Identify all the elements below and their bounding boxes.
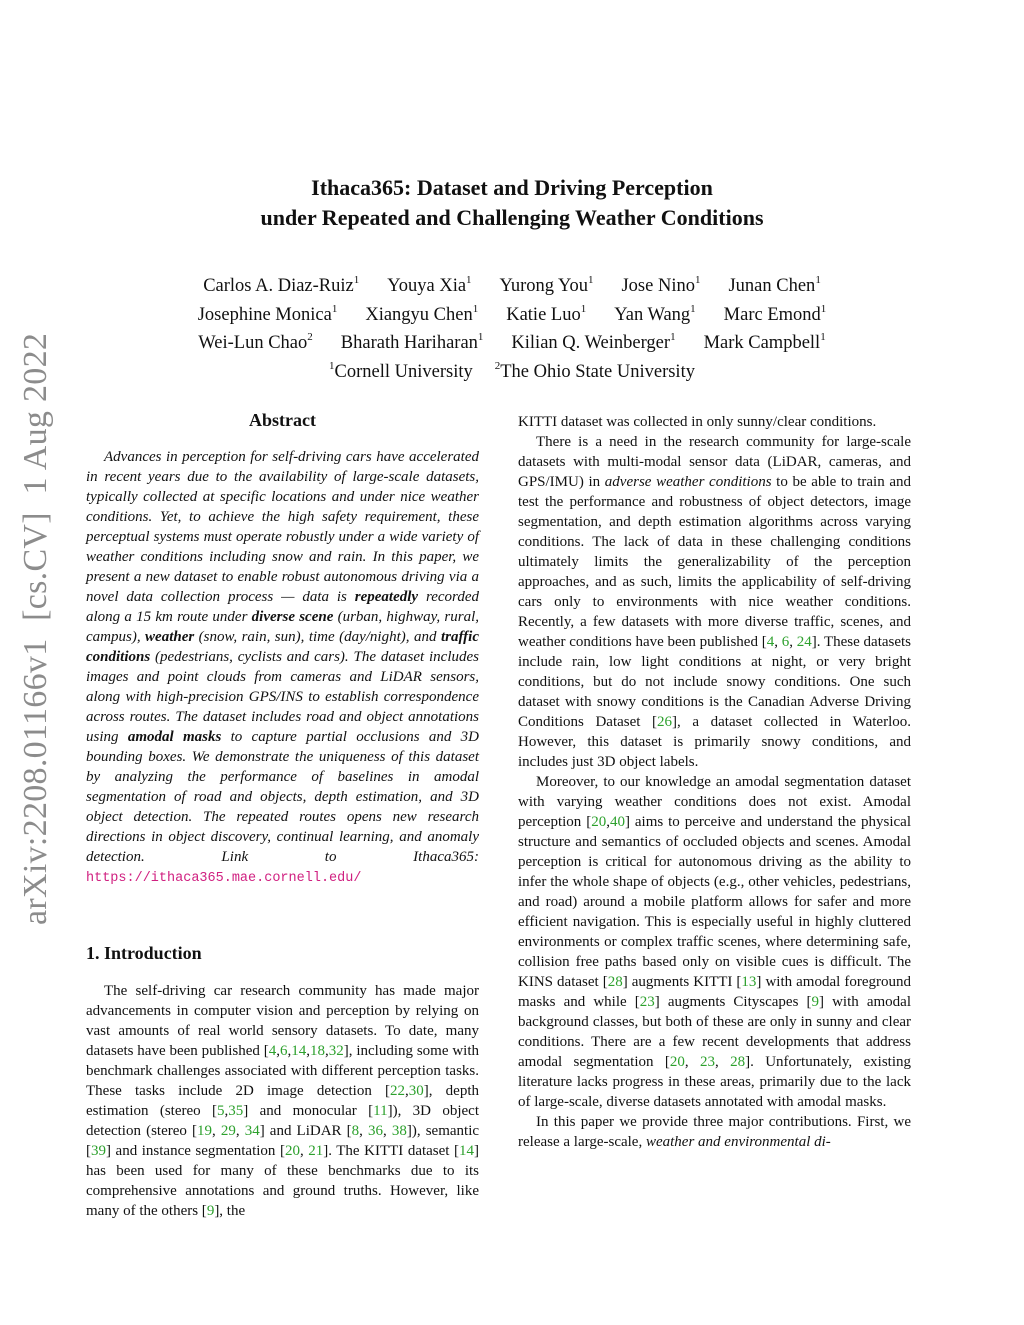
- text-run: ] aims to perceive and understand the physical structure and semantics of occluded objects and scenes. Amodal perception is critical for autonomous driving as the ability to infer the whole shape of objects (e.g., other vehicles, pedestrians, and road) around a mobile platform allows for safer and more efficient navigation. This is especially useful in highly cluttered environments or complex traffic scenes, where determining safe, collision free paths based only on visible cues is difficult. The KINS dataset [: [518, 814, 911, 990]
- text-run: ] augments Cityscapes [: [654, 994, 812, 1010]
- citation-link[interactable]: 29: [220, 1123, 236, 1139]
- citation-link[interactable]: 9: [206, 1203, 215, 1219]
- affiliation: $^2$The Ohio State University: [494, 359, 695, 383]
- text-run: ] and monocular [: [243, 1103, 374, 1119]
- text-run: ], the: [214, 1203, 246, 1219]
- text-run: ,: [789, 634, 797, 650]
- citation-link[interactable]: 32: [328, 1043, 344, 1059]
- text-run: There is a need in the research community for large-scale datasets with multi-modal sensor data (LiDAR, cameras, and GPS/IMU) in: [518, 434, 911, 490]
- citation-link[interactable]: 14: [459, 1143, 474, 1159]
- citation-link[interactable]: 9: [811, 994, 819, 1010]
- text-run: ,: [306, 1043, 311, 1059]
- author: Junan Chen$^1$: [728, 274, 821, 297]
- affiliations: [0, 356, 1024, 385]
- text-run: ]. Unfortunately, existing literature lacks progress in these areas, primarily due to the lack of large-scale, diverse datasets annotated with amodal masks.: [518, 1054, 911, 1110]
- author-list: [0, 270, 1024, 385]
- abstract-heading: Abstract: [249, 410, 316, 430]
- text-run: ,: [287, 1043, 292, 1059]
- text-run: ,: [774, 634, 782, 650]
- author-row-3: [0, 327, 1024, 356]
- text-run: ]. The KITTI dataset [: [323, 1143, 459, 1159]
- text-run: ,: [684, 1054, 700, 1070]
- citation-link[interactable]: 35: [228, 1103, 244, 1119]
- citation-link[interactable]: 20: [591, 814, 607, 830]
- text-run: ,: [299, 1143, 309, 1159]
- author: Bharath Hariharan$^1$: [340, 331, 484, 354]
- text-run: ] with amodal foreground masks and while [: [518, 974, 911, 1010]
- text-run: ,: [714, 1054, 731, 1070]
- citation-link[interactable]: 20: [284, 1143, 300, 1159]
- author: Jose Nino$^1$: [621, 274, 701, 297]
- intro-paragraph: [86, 981, 479, 1221]
- text-run: ,: [383, 1123, 392, 1139]
- citation-link[interactable]: 39: [91, 1143, 106, 1159]
- citation-link[interactable]: 14: [291, 1043, 307, 1059]
- author: Josephine Monica$^1$: [197, 302, 338, 325]
- citation-link[interactable]: 26: [657, 714, 673, 730]
- text-run: ,: [211, 1123, 221, 1139]
- text-run: ] and LiDAR [: [259, 1123, 352, 1139]
- citation-link[interactable]: 4: [766, 634, 775, 650]
- text-run: ] and instance segmentation [: [106, 1143, 285, 1159]
- abstract-body: Advances in perception for self-driving cars have accelerated in recent years due to the availability of large-scale datasets, typically collected at specific locations and under nice weather conditions. Yet, to achieve the high safety requirement, these perceptual systems must operate robustly under a wide variety of weather conditions including snow and rain. In this paper, we present a new dataset to enable robust autonomous driving via a novel data collection process — data is repeatedly recorded along a 15 km route under diverse scene (urban, highway, rural, campus), weather (snow, rain, sun), time (day/night), and traffic conditions (pedestrians, cyclists and cars). The dataset includes images and point clouds from cameras and LiDAR sensors, along with high-precision GPS/INS to establish correspondence across routes. The dataset includes road and object annotations using amodal masks to capture partial occlusions and 3D bounding boxes. We demonstrate the uniqueness of this dataset by analyzing the performance of baselines in amodal segmentation of road and objects, depth estimation, and 3D object detection. The repeated routes opens new research directions in object discovery, continual learning, and anomaly detection. Link to Ithaca365: https://ithaca365.mae.cornell.edu/: [86, 449, 479, 886]
- citation-link[interactable]: 6: [781, 634, 790, 650]
- left-column: [86, 407, 479, 1221]
- text-run: ,: [359, 1123, 369, 1139]
- author: Yurong You$^1$: [499, 274, 594, 297]
- citation-link[interactable]: 28: [730, 1054, 746, 1070]
- author: Katie Luo$^1$: [506, 302, 587, 325]
- citation-link[interactable]: 20: [669, 1054, 685, 1070]
- section-heading-introduction: 1. Introduction: [86, 943, 202, 963]
- text-run: ] augments KITTI [: [622, 974, 742, 990]
- author: Carlos A. Diaz-Ruiz$^1$: [203, 274, 360, 297]
- author-row-2: [0, 299, 1024, 328]
- citation-link[interactable]: 34: [244, 1123, 260, 1139]
- text-run: ] with amodal background classes, but both of these are only in sunny and clear conditions. There are a few recent developments that address amodal segmentation [: [518, 994, 911, 1070]
- text-run: ,: [606, 814, 610, 830]
- author: Kilian Q. Weinberger$^1$: [511, 331, 676, 354]
- author-row-1: [0, 270, 1024, 299]
- title-line-2: under Repeated and Challenging Weather Conditions: [260, 205, 764, 230]
- text-run: In this paper we provide three major contributions. First, we release a large-scale,: [518, 1114, 911, 1150]
- text-run: ,: [224, 1103, 229, 1119]
- right-column: [518, 412, 911, 1152]
- text-run: ]), 3D object detection (stereo [: [86, 1103, 480, 1139]
- citation-link[interactable]: 28: [607, 974, 623, 990]
- text-run: ]. These datasets include rain, low light conditions at night, or very bright conditions, but do not include snowy conditions. One such dataset with snowy conditions is the Canadian Adverse Driving Conditions Dataset [: [518, 634, 912, 730]
- citation-link[interactable]: 38: [391, 1123, 407, 1139]
- author: Mark Campbell$^1$: [703, 331, 826, 354]
- citation-link[interactable]: 18: [310, 1043, 326, 1059]
- paragraph: [518, 432, 911, 772]
- emphasis-text: adverse weather conditions: [604, 474, 772, 490]
- arxiv-stamp: arXiv:2208.01166v1 [cs.CV] 1 Aug 2022: [17, 332, 54, 925]
- citation-link[interactable]: 4: [268, 1043, 277, 1059]
- author: Marc Emond$^1$: [723, 302, 827, 325]
- citation-link[interactable]: 21: [308, 1143, 324, 1159]
- citation-link[interactable]: 11: [373, 1103, 388, 1119]
- project-link[interactable]: https://ithaca365.mae.cornell.edu/: [86, 871, 362, 886]
- text-run: ], including some with benchmark challenges associated with different perception tasks. These tasks include 2D image detection [: [86, 1043, 479, 1099]
- citation-link[interactable]: 23: [639, 994, 655, 1010]
- text-run: ]), semantic [: [86, 1123, 480, 1159]
- citation-link[interactable]: 13: [741, 974, 757, 990]
- text-run: ] has been used for many of these benchmarks due to its comprehensive annotations and ground truths. However, like many of the others [: [86, 1143, 479, 1219]
- paper-title: [0, 173, 1024, 233]
- text-run: Moreover, to our knowledge an amodal segmentation dataset with varying weather conditions does not exist. Amodal perception [: [518, 774, 911, 830]
- citation-link[interactable]: 22: [390, 1083, 405, 1099]
- citation-link[interactable]: 5: [217, 1103, 225, 1119]
- author: Xiangyu Chen$^1$: [365, 302, 479, 325]
- text-run: ], a dataset collected in Waterloo. However, this dataset is primarily snowy conditions, and includes just 3D object labels.: [518, 714, 911, 770]
- citation-link[interactable]: 6: [280, 1043, 288, 1059]
- affiliation: $^1$Cornell University: [329, 359, 473, 383]
- citation-link[interactable]: 30: [408, 1083, 424, 1099]
- citation-link[interactable]: 36: [368, 1123, 384, 1139]
- title-line-1: Ithaca365: Dataset and Driving Perception: [311, 175, 713, 200]
- text-run: The self-driving car research community has made major advancements in computer vision and perception by relying on vast amounts of real world sensory datasets. To date, many datasets have been published [: [86, 983, 479, 1059]
- citation-link[interactable]: 8: [351, 1123, 360, 1139]
- citation-link[interactable]: 40: [609, 814, 625, 830]
- paragraph: [518, 772, 911, 1112]
- text-run: ,: [235, 1123, 245, 1139]
- author: Youya Xia$^1$: [387, 274, 472, 297]
- citation-link[interactable]: 19: [196, 1123, 212, 1139]
- author: Wei-Lun Chao$^2$: [198, 331, 313, 354]
- text-run: ,: [325, 1043, 329, 1059]
- text-run: ], depth estimation (stereo [: [86, 1083, 479, 1119]
- emphasis-text: weather and environmental di-: [645, 1134, 831, 1150]
- text-run: KITTI dataset was collected in only sunny/clear conditions.: [518, 414, 877, 430]
- paragraph-continued: [518, 412, 911, 432]
- citation-link[interactable]: 23: [699, 1054, 715, 1070]
- author: Yan Wang$^1$: [614, 302, 696, 325]
- paragraph: [518, 1112, 911, 1152]
- text-run: ,: [276, 1043, 281, 1059]
- text-run: ,: [405, 1083, 409, 1099]
- text-run: to be able to train and test the performance and robustness of object detectors, image segmentation, and depth estimation algorithms across varying conditions. The lack of data in these challenging conditions ultimately limits the generalizability of the perception approaches, and as such, limits the applicability of self-driving cars only to environments with nice weather conditions. Recently, a few datasets with more diverse traffic, scenes, and weather conditions have been published [: [518, 474, 911, 650]
- citation-link[interactable]: 24: [796, 634, 812, 650]
